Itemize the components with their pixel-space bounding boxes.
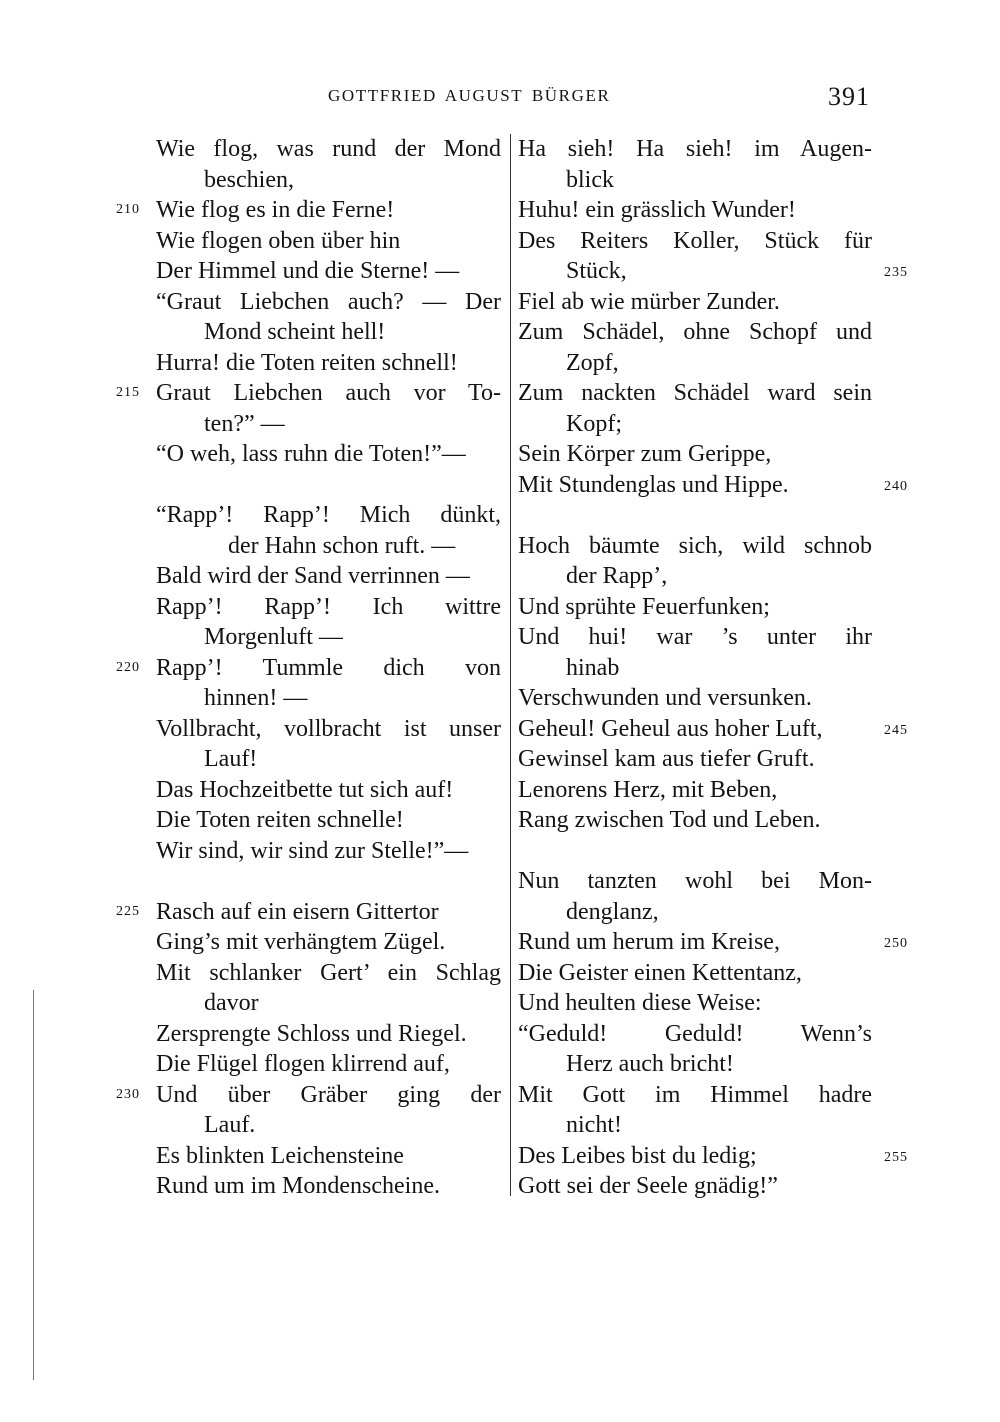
verse-line bbox=[116, 653, 501, 684]
verse-line bbox=[518, 897, 872, 928]
line-number: 215 bbox=[116, 385, 140, 400]
verse-text: Die Flügel flogen klirrend auf, bbox=[156, 1051, 450, 1077]
verse-line bbox=[156, 165, 501, 196]
verse-text: Rapp’! Rapp’! Ich wittre bbox=[156, 593, 501, 620]
verse-line bbox=[518, 1080, 872, 1111]
verse-line bbox=[156, 500, 501, 531]
verse-line bbox=[156, 1171, 501, 1202]
verse-line bbox=[518, 287, 872, 318]
verse-line bbox=[518, 775, 872, 806]
verse-line bbox=[156, 683, 501, 714]
verse-line bbox=[518, 988, 872, 1019]
verse-text: Des Leibes bist du ledig; bbox=[518, 1142, 757, 1169]
verse-line bbox=[518, 1049, 872, 1080]
verse-line bbox=[156, 439, 501, 470]
running-title: GOTTFRIED AUGUST BÜRGER bbox=[328, 86, 611, 105]
verse-text: Und über Gräber ging der bbox=[156, 1081, 501, 1108]
verse-text: Rund um herum im Kreise, bbox=[518, 929, 780, 955]
line-number: 225 bbox=[116, 903, 140, 919]
verse-text: Nun tanzten wohl bei Mon- bbox=[518, 868, 872, 894]
verse-line bbox=[518, 317, 872, 348]
verse-text: Zersprengte Schloss und Riegel. bbox=[156, 1020, 467, 1047]
verse-line bbox=[518, 805, 872, 836]
verse-line bbox=[518, 561, 872, 592]
verse-text: Mit Gott im Himmel hadre bbox=[518, 1081, 872, 1108]
verse-text: Mit schlanker Gert’ ein Schlag bbox=[156, 959, 501, 986]
verse-text: blick bbox=[566, 166, 614, 193]
verse-text: Fiel ab wie mürber Zunder. bbox=[518, 288, 780, 315]
verse-text: Lauf! bbox=[204, 746, 258, 772]
right-poem-column bbox=[518, 134, 908, 1202]
verse-text: davor bbox=[204, 990, 259, 1016]
verse-line bbox=[518, 866, 872, 897]
verse-line bbox=[518, 744, 872, 775]
verse-text: “Geduld! Geduld! Wenn’s bbox=[518, 1020, 872, 1047]
verse-text: Die Toten reiten schnelle! bbox=[156, 807, 404, 833]
verse-line bbox=[518, 592, 872, 623]
verse-text: Graut Liebchen auch vor To- bbox=[156, 380, 501, 406]
scan-margin-line bbox=[33, 990, 34, 1380]
verse-line bbox=[518, 653, 872, 684]
verse-text: Gewinsel kam aus tiefer Gruft. bbox=[518, 746, 815, 772]
verse-text: hinnen! — bbox=[204, 685, 308, 711]
verse-line bbox=[518, 226, 872, 257]
verse-line bbox=[156, 988, 501, 1019]
verse-line bbox=[518, 714, 908, 745]
verse-line bbox=[518, 1110, 872, 1141]
verse-line bbox=[518, 378, 872, 409]
verse-text: Huhu! ein grässlich Wunder! bbox=[518, 197, 796, 223]
verse-text: hinab bbox=[566, 654, 620, 681]
stanza-break bbox=[518, 500, 872, 531]
verse-text: Wie flog, was rund der Mond bbox=[156, 136, 501, 162]
verse-text: Bald wird der Sand verrinnen — bbox=[156, 563, 470, 589]
verse-line bbox=[156, 226, 501, 257]
verse-line bbox=[156, 1141, 501, 1172]
verse-text: Rapp’! Tummle dich von bbox=[156, 654, 501, 681]
verse-line bbox=[518, 622, 872, 653]
verse-text: Und hui! war ’s unter ihr bbox=[518, 624, 872, 650]
verse-line bbox=[156, 836, 501, 867]
verse-text: Gott sei der Seele gnädig!” bbox=[518, 1173, 778, 1199]
verse-line bbox=[116, 195, 501, 226]
stanza-break bbox=[156, 866, 501, 897]
verse-text: Sein Körper zum Gerippe, bbox=[518, 441, 772, 467]
verse-text: Herz auch bricht! bbox=[566, 1051, 734, 1077]
verse-line bbox=[156, 805, 501, 836]
verse-line bbox=[518, 195, 872, 226]
verse-line bbox=[518, 470, 908, 501]
verse-text: Geheul! Geheul aus hoher Luft, bbox=[518, 715, 823, 742]
verse-text: Wie flogen oben über hin bbox=[156, 227, 401, 254]
verse-text: Verschwunden und versunken. bbox=[518, 685, 812, 711]
verse-line bbox=[156, 317, 501, 348]
verse-line bbox=[156, 744, 501, 775]
stanza-break bbox=[518, 836, 872, 867]
verse-line bbox=[156, 409, 501, 440]
verse-text: der Hahn schon ruft. — bbox=[228, 532, 456, 559]
verse-line bbox=[156, 1110, 501, 1141]
verse-text: Vollbracht, vollbracht ist unser bbox=[156, 715, 501, 742]
verse-line bbox=[518, 927, 908, 958]
verse-text: Lenorens Herz, mit Beben, bbox=[518, 776, 778, 803]
verse-line bbox=[156, 622, 501, 653]
verse-text: Zum nackten Schädel ward sein bbox=[518, 380, 872, 406]
line-number: 210 bbox=[116, 202, 140, 217]
verse-text: denglanz, bbox=[566, 898, 659, 925]
verse-line bbox=[518, 439, 872, 470]
page-number: 391 bbox=[828, 82, 870, 111]
line-number: 245 bbox=[884, 722, 908, 738]
verse-text: Morgenluft — bbox=[204, 624, 343, 650]
verse-text: Hurra! die Toten reiten schnell! bbox=[156, 349, 458, 376]
verse-line bbox=[518, 134, 872, 165]
verse-line bbox=[156, 134, 501, 165]
verse-line bbox=[156, 1019, 501, 1050]
verse-text: Rang zwischen Tod und Leben. bbox=[518, 807, 821, 833]
line-number: 220 bbox=[116, 659, 140, 675]
verse-text: ten?” — bbox=[204, 410, 285, 437]
verse-text: “Rapp’! Rapp’! Mich dünkt, bbox=[156, 502, 501, 528]
verse-text: Und sprühte Feuerfunken; bbox=[518, 593, 770, 620]
verse-text: der Rapp’, bbox=[566, 563, 668, 589]
verse-text: nicht! bbox=[566, 1112, 622, 1138]
verse-line bbox=[518, 958, 872, 989]
verse-line bbox=[518, 531, 872, 562]
verse-text: beschien, bbox=[204, 166, 294, 193]
verse-line bbox=[518, 1019, 872, 1050]
verse-line bbox=[518, 1141, 908, 1172]
verse-line bbox=[156, 287, 501, 318]
verse-line bbox=[156, 1049, 501, 1080]
verse-line bbox=[518, 683, 872, 714]
verse-line bbox=[156, 561, 501, 592]
column-divider bbox=[510, 134, 511, 1196]
verse-line bbox=[518, 256, 908, 287]
verse-line bbox=[156, 256, 501, 287]
verse-line bbox=[156, 348, 501, 379]
verse-line bbox=[116, 378, 501, 409]
stanza-break bbox=[156, 470, 501, 501]
verse-line bbox=[518, 1171, 872, 1202]
verse-line bbox=[156, 592, 501, 623]
line-number: 230 bbox=[116, 1086, 140, 1102]
verse-line bbox=[518, 348, 872, 379]
line-number: 235 bbox=[884, 265, 908, 280]
verse-text: “Graut Liebchen auch? — Der bbox=[156, 288, 501, 315]
verse-text: “O weh, lass ruhn die Toten!”— bbox=[156, 441, 466, 467]
verse-text: Und heulten diese Weise: bbox=[518, 990, 762, 1016]
verse-line bbox=[156, 714, 501, 745]
verse-line bbox=[518, 409, 872, 440]
verse-text: Zum Schädel, ohne Schopf und bbox=[518, 319, 872, 345]
page-header bbox=[0, 82, 1000, 116]
verse-text: Mond scheint hell! bbox=[204, 319, 386, 345]
line-number: 255 bbox=[884, 1149, 908, 1165]
verse-text: Kopf; bbox=[566, 410, 622, 437]
line-number: 240 bbox=[884, 478, 908, 494]
verse-text: Lauf. bbox=[204, 1112, 256, 1138]
verse-line bbox=[156, 927, 501, 958]
verse-line bbox=[116, 1080, 501, 1111]
verse-text: Wir sind, wir sind zur Stelle!”— bbox=[156, 837, 469, 864]
verse-text: Des Reiters Koller, Stück für bbox=[518, 227, 872, 254]
verse-text: Stück, bbox=[566, 258, 627, 284]
verse-text: Wie flog es in die Ferne! bbox=[156, 197, 395, 223]
verse-line bbox=[518, 165, 872, 196]
verse-text: Mit Stundenglas und Hippe. bbox=[518, 471, 789, 498]
line-number: 250 bbox=[884, 936, 908, 951]
verse-line bbox=[156, 775, 501, 806]
verse-text: Hoch bäumte sich, wild schnob bbox=[518, 532, 872, 559]
verse-line bbox=[156, 531, 501, 562]
verse-text: Ging’s mit verhängtem Zügel. bbox=[156, 929, 446, 955]
verse-text: Ha sieh! Ha sieh! im Augen- bbox=[518, 136, 872, 162]
verse-text: Rund um im Mondenscheine. bbox=[156, 1173, 440, 1199]
left-poem-column bbox=[116, 134, 501, 1202]
verse-text: Der Himmel und die Sterne! — bbox=[156, 258, 460, 284]
verse-line bbox=[116, 897, 501, 928]
verse-text: Das Hochzeitbette tut sich auf! bbox=[156, 776, 454, 803]
verse-text: Die Geister einen Kettentanz, bbox=[518, 959, 802, 986]
verse-text: Rasch auf ein eisern Gittertor bbox=[156, 898, 439, 925]
verse-text: Es blinkten Leichensteine bbox=[156, 1142, 404, 1169]
verse-line bbox=[156, 958, 501, 989]
verse-text: Zopf, bbox=[566, 349, 619, 376]
